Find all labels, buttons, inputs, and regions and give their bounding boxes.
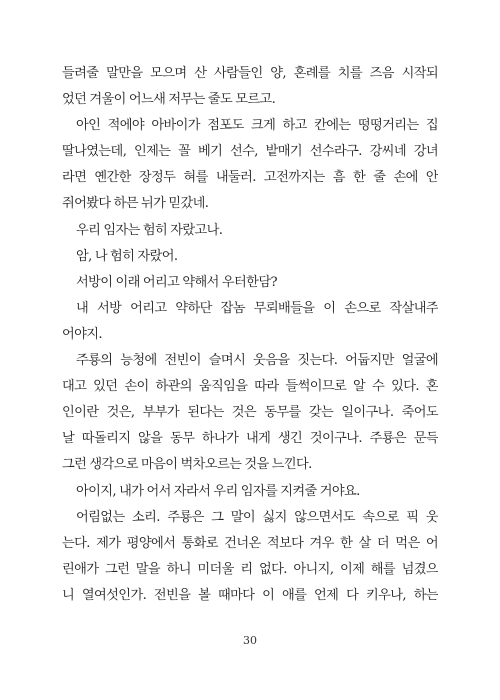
text-line: 우리 임자는 험히 자랐고나. — [76, 222, 223, 238]
page-number: 30 — [243, 634, 257, 647]
text-line: 인이란 것은, 부부가 된다는 것은 동무를 갖는 일이구나. 죽어도 — [62, 405, 438, 421]
text-line: 쥐어봤다 하믄 뉘가 믿갔네. — [62, 196, 209, 212]
body-text — [62, 61, 438, 609]
text-line: 어야지. — [62, 326, 103, 342]
text-line: 니 열여섯인가. 전빈을 볼 때마다 이 애를 언제 다 키우나, 하는 — [62, 587, 438, 603]
text-line: 아인 적에야 아바이가 점포도 크게 하고 칸에는 떵떵거리는 집 — [76, 118, 438, 134]
text-line: 주룡의 능청에 전빈이 슬며시 웃음을 짓는다. 어둡지만 얼굴에 — [76, 353, 438, 369]
text-line: 었던 겨울이 어느새 저무는 줄도 모르고. — [62, 92, 276, 108]
text-line: 라면 옌간한 장정두 혀를 내둘러. 고전까지는 흠 한 줄 손에 안 — [62, 170, 438, 186]
text-line: 서방이 이래 어리고 약해서 우터한담? — [76, 274, 277, 290]
text-line: 들려줄 말만을 모으며 산 사람들인 양, 혼례를 치를 즈음 시작되 — [62, 66, 438, 81]
text-line: 내 서방 어리고 약하단 잡놈 무뢰배들을 이 손으로 작살내주 — [76, 300, 438, 316]
text-line: 그런 생각으로 마음이 벅차오르는 것을 느낀다. — [62, 457, 312, 473]
text-line: 날 따돌리지 않을 동무 하나가 내게 생긴 것이구나. 주룡은 문득 — [62, 431, 438, 447]
text-line: 어림없는 소리. 주룡은 그 말이 싫지 않으면서도 속으로 픽 웃 — [76, 509, 438, 525]
text-line: 아이지, 내가 어서 자라서 우리 임자를 지켜줄 거야요. — [76, 483, 360, 499]
text-line: 암, 나 험히 자랐어. — [76, 248, 178, 264]
text-line: 는다. 제가 평양에서 통화로 건너온 적보다 겨우 한 살 더 먹은 어 — [62, 535, 438, 551]
text-line: 린애가 그런 말을 하니 미더울 리 없다. 아니지, 이제 해를 넘겼으 — [62, 561, 438, 577]
text-line: 대고 있던 손이 하관의 움직임을 따라 들썩이므로 알 수 있다. 혼 — [62, 379, 438, 395]
text-line: 딸나였는데, 인제는 꼴 베기 선수, 밭매기 선수라구. 강씨네 강녀 — [62, 144, 438, 160]
